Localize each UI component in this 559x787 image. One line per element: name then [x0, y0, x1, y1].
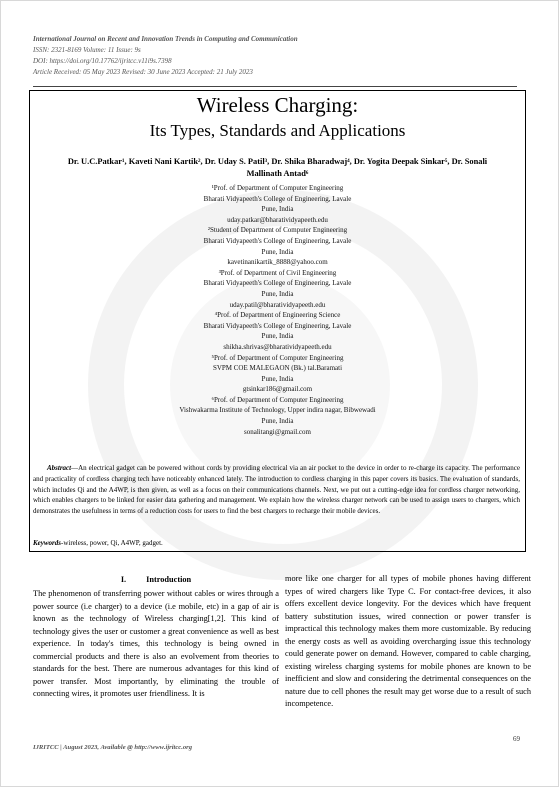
- affil-line: ⁴Prof. of Department of Engineering Science: [214, 311, 341, 320]
- journal-issn: ISSN: 2321-8169 Volume: 11 Issue: 9s: [33, 46, 141, 54]
- affil-line: SVPM COE MALEGAON (Bk.) tal.Baramati: [212, 364, 343, 373]
- keywords-label: Keywords: [33, 539, 61, 547]
- affil-email[interactable]: uday.patkar@bharatividyapeeth.edu: [227, 215, 328, 224]
- page-number: 69: [513, 735, 520, 743]
- body-column-right: more like one charger for all types of mobile phones having different types of wired chargers like Type C. For contact-free devices, it also offers excellent device longevity. For the devices which have frequent battery substitution issues, wired connection or power transfer is impractical this technology makes them more customizable. By reducing the energy costs as well as avoiding overcharging issue this technology could generate power on demand. However, compared to cable charging, existing wireless charging systems for mobile phones are known to be inefficient and slow and considering the detrimental consequences on the nature due to cell phones the result may get worse due to a result of such incompetence.: [285, 574, 531, 708]
- affil-line: ²Student of Department of Computer Engineering: [207, 226, 348, 235]
- abstract-text: —An electrical gadget can be powered without cords by providing electrical via an air pocket to the device in order to re-charge its capacity. The performance and practicality of cordless charging tech have noticeably enhanced lately. The introduction to cordless charging in this paper covers its basics. The evaluation of standards, which includes Qi and the A4WP, is then given, as well as a focus on their communications channels. Next, we put out a cutting-edge idea for cordless charger networking, which enables chargers to be linked for easier data gathering and management. We explain how the wireless charger network can be used to assign users to chargers, which demonstrates the usefulness in terms of a reduction costs for users to find the best chargers to recharge their mobile devices.: [33, 464, 520, 516]
- journal-doi[interactable]: DOI: https://doi.org/10.17762/ijritcc.v11i9s.7398: [33, 57, 172, 65]
- journal-header: [33, 34, 533, 78]
- affil-email[interactable]: gtsinkar186@gmail.com: [242, 385, 313, 394]
- affil-line: Vishwakarma Institute of Technology, Upper indira nagar, Bibwewadi: [179, 406, 376, 415]
- authors-line-1: Dr. U.C.Patkar¹, Kaveti Nani Kartik², Dr. Uday S. Patil³, Dr. Shika Bharadwaj⁴, Dr. Yogita Deepak Sinkar⁵, Dr. Sonali: [67, 157, 488, 166]
- affil-line: Bharati Vidyapeeth's College of Engineering, Lavale: [203, 236, 352, 245]
- affil-email[interactable]: shikha.shrivas@bharatividyapeeth.edu: [223, 342, 332, 351]
- journal-name: International Journal on Recent and Innovation Trends in Computing and Communication: [33, 35, 298, 43]
- section-number: I.: [120, 575, 127, 584]
- header-rule: [33, 86, 517, 87]
- section-heading: [33, 574, 279, 586]
- affil-line: Pune, India: [261, 247, 294, 256]
- author-list: [40, 156, 515, 180]
- affil-line: Pune, India: [261, 332, 294, 341]
- affil-line: Bharati Vidyapeeth's College of Engineering, Lavale: [203, 194, 352, 203]
- affil-line: Pune, India: [261, 289, 294, 298]
- affil-line: Pune, India: [261, 374, 294, 383]
- page-footer: IJRITCC | August 2023, Available @ http://www.ijritcc.org: [33, 744, 193, 751]
- affil-email[interactable]: kavetinanikartik_8888@yahoo.com: [227, 258, 328, 267]
- affiliations: [40, 183, 515, 437]
- affil-email[interactable]: sonalitangi@gmail.com: [244, 427, 311, 436]
- body-column-left: The phenomenon of transferring power without cables or wires through a power source (i.e charger) to a device (i.e mobile, etc) in a gap of air is known as the technology of Wireless charging[1,2]. This kind of technology gives the user or customer a great convenience as well as best experience. In today's times, this technology is being owned in commercial products and there is also an evolvement from theories to standards for the best. There are numerous advantages for this kind of power transfer. Most importantly, by eliminating the trouble of connecting wires, it promotes user friendliness. It is: [33, 589, 279, 698]
- abstract: [33, 463, 520, 517]
- affil-line: ³Prof. of Department of Civil Engineering: [218, 268, 337, 277]
- article-dates: Article Received: 05 May 2023 Revised: 30 June 2023 Accepted: 21 July 2023: [33, 68, 253, 76]
- paper-subtitle: Its Types, Standards and Applications: [149, 121, 406, 140]
- affil-line: Bharati Vidyapeeth's College of Engineering, Lavale: [203, 279, 352, 288]
- affil-line: ¹Prof. of Department of Computer Engineering: [211, 184, 344, 192]
- affil-line: Pune, India: [261, 417, 294, 426]
- keywords-text: -wireless, power, Qi, A4WP, gadget.: [61, 539, 163, 547]
- section-title: Introduction: [146, 575, 192, 584]
- authors-line-2: Mallinath Antad⁶: [246, 169, 309, 178]
- affil-line: ⁵Prof. of Department of Computer Engineering: [211, 353, 344, 362]
- affil-line: Pune, India: [261, 205, 294, 214]
- affil-email[interactable]: uday.patil@bharatividyapeeth.edu: [229, 300, 326, 309]
- affil-line: Bharati Vidyapeeth's College of Engineering, Lavale: [203, 321, 352, 330]
- affil-line: ⁶Prof. of Department of Computer Engineering: [211, 395, 344, 404]
- abstract-label: Abstract: [47, 464, 72, 472]
- paper-title: Wireless Charging:: [196, 93, 359, 117]
- keywords: [33, 538, 520, 548]
